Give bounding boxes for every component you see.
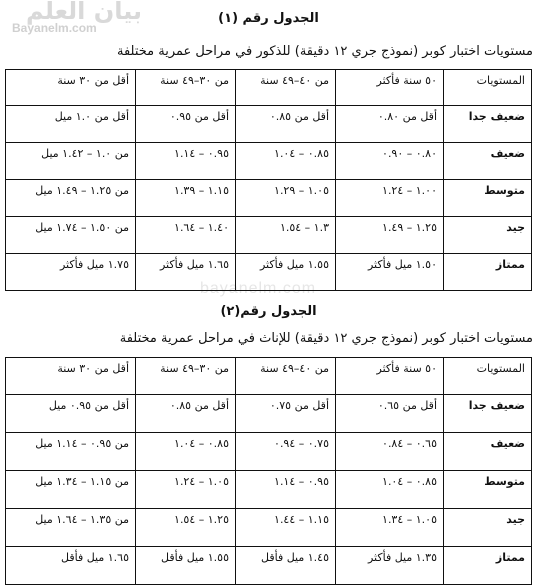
value-cell: ١.٠٠ – ١.٢٤ bbox=[336, 180, 444, 217]
watermark-latin-text: Bayanelm.com bbox=[12, 21, 97, 35]
table1-subtitle: مستويات اختبار كوبر (نموذج جري ١٢ دقيقة) للذكور في مراحل عمرية مختلفة bbox=[116, 44, 533, 59]
header-cell: المستويات bbox=[444, 70, 532, 106]
value-cell: ١.٢٥ – ١.٤٩ bbox=[336, 217, 444, 254]
value-cell: ٠.٨٥ – ١.٠٤ bbox=[236, 143, 336, 180]
table2-header-row bbox=[6, 358, 532, 395]
level-cell: جيد bbox=[444, 217, 532, 254]
level-cell: جيد bbox=[444, 509, 532, 547]
table-row bbox=[6, 433, 532, 471]
header-cell: من ٤٠–٤٩ سنة bbox=[236, 70, 336, 106]
value-cell: ٠.٩٥ – ١.١٤ bbox=[136, 143, 236, 180]
value-cell: من ٠.٩٥ – ١.١٤ ميل bbox=[6, 433, 136, 471]
table-row bbox=[6, 547, 532, 585]
table2-title: الجدول رقم(٢) bbox=[220, 304, 317, 319]
level-cell: ممتاز bbox=[444, 547, 532, 585]
value-cell: من ١.٠ – ١.٤٢ ميل bbox=[6, 143, 136, 180]
level-cell: ممتاز bbox=[444, 254, 532, 291]
table-row bbox=[6, 143, 532, 180]
value-cell: ١.٢٥ – ١.٥٤ bbox=[136, 509, 236, 547]
level-cell: ضعيف bbox=[444, 433, 532, 471]
table1-header-row bbox=[6, 70, 532, 106]
header-cell: المستويات bbox=[444, 358, 532, 395]
value-cell: ١.١٥ – ١.٣٩ bbox=[136, 180, 236, 217]
value-cell: ١.٤٠ – ١.٦٤ bbox=[136, 217, 236, 254]
value-cell: ١.٥٥ ميل فأقل bbox=[136, 547, 236, 585]
header-cell: أقل من ٣٠ سنة bbox=[6, 358, 136, 395]
level-cell: ضعيف جدا bbox=[444, 395, 532, 433]
value-cell: أقل من ٠.٨٠ bbox=[336, 106, 444, 143]
value-cell: ٠.٦٥ – ٠.٨٤ bbox=[336, 433, 444, 471]
table2-women-levels bbox=[5, 357, 532, 585]
table-row bbox=[6, 106, 532, 143]
value-cell: من ١.٥٠ – ١.٧٤ ميل bbox=[6, 217, 136, 254]
value-cell: ١.٣٥ ميل فأكثر bbox=[336, 547, 444, 585]
value-cell: ٠.٧٥ – ٠.٩٤ bbox=[236, 433, 336, 471]
value-cell: أقل من ٠.٩٥ ميل bbox=[6, 395, 136, 433]
header-cell: من ٤٠–٤٩ سنة bbox=[236, 358, 336, 395]
value-cell: أقل من ٠.٦٥ bbox=[336, 395, 444, 433]
value-cell: من ١.١٥ – ١.٣٤ ميل bbox=[6, 471, 136, 509]
table-row bbox=[6, 217, 532, 254]
table2-subtitle: مستويات اختبار كوبر (نموذج جري ١٢ دقيقة) للإناث في مراحل عمرية مختلفة bbox=[119, 331, 533, 346]
value-cell: ١.١٥ – ١.٤٤ bbox=[236, 509, 336, 547]
value-cell: ١.٣ – ١.٥٤ bbox=[236, 217, 336, 254]
value-cell: أقل من ٠.٨٥ bbox=[236, 106, 336, 143]
value-cell: أقل من ١.٠ ميل bbox=[6, 106, 136, 143]
value-cell: ٠.٨٥ – ١.٠٤ bbox=[336, 471, 444, 509]
level-cell: ضعيف bbox=[444, 143, 532, 180]
header-cell: ٥٠ سنة فأكثر bbox=[336, 358, 444, 395]
value-cell: من ١.٢٥ – ١.٤٩ ميل bbox=[6, 180, 136, 217]
value-cell: ٠.٨٠ – ٠.٩٠ bbox=[336, 143, 444, 180]
value-cell: ١.٦٥ ميل فأقل bbox=[6, 547, 136, 585]
value-cell: من ١.٣٥ – ١.٦٤ ميل bbox=[6, 509, 136, 547]
value-cell: ٠.٨٥ – ١.٠٤ bbox=[136, 433, 236, 471]
level-cell: متوسط bbox=[444, 180, 532, 217]
value-cell: ١.٧٥ ميل فأكثر bbox=[6, 254, 136, 291]
center-watermark: bayanelm.com bbox=[200, 280, 317, 297]
header-cell: أقل من ٣٠ سنة bbox=[6, 70, 136, 106]
watermark-arabic-text: بيان العلم bbox=[26, 0, 143, 25]
header-cell: من ٣٠–٤٩ سنة bbox=[136, 70, 236, 106]
level-cell: متوسط bbox=[444, 471, 532, 509]
table1-title: الجدول رقم (١) bbox=[218, 11, 319, 26]
value-cell: ١.٥٠ ميل فأكثر bbox=[336, 254, 444, 291]
value-cell: ١.٦٥ ميل فأكثر bbox=[136, 254, 236, 291]
table-row bbox=[6, 395, 532, 433]
value-cell: ١.٥٥ ميل فأكثر bbox=[236, 254, 336, 291]
value-cell: أقل من ٠.٧٥ bbox=[236, 395, 336, 433]
value-cell: ١.٠٥ – ١.٢٤ bbox=[136, 471, 236, 509]
table-row bbox=[6, 254, 532, 291]
header-cell: ٥٠ سنة فأكثر bbox=[336, 70, 444, 106]
value-cell: ١.٤٥ ميل فأقل bbox=[236, 547, 336, 585]
table-row bbox=[6, 509, 532, 547]
level-cell: ضعيف جدا bbox=[444, 106, 532, 143]
value-cell: ١.٠٥ – ١.٣٤ bbox=[336, 509, 444, 547]
value-cell: ٠.٩٥ – ١.١٤ bbox=[236, 471, 336, 509]
value-cell: ١.٠٥ – ١.٢٩ bbox=[236, 180, 336, 217]
table-row bbox=[6, 180, 532, 217]
table1-men-levels bbox=[5, 69, 532, 291]
table-row bbox=[6, 471, 532, 509]
header-cell: من ٣٠–٤٩ سنة bbox=[136, 358, 236, 395]
value-cell: أقل من ٠.٨٥ bbox=[136, 395, 236, 433]
value-cell: أقل من ٠.٩٥ bbox=[136, 106, 236, 143]
